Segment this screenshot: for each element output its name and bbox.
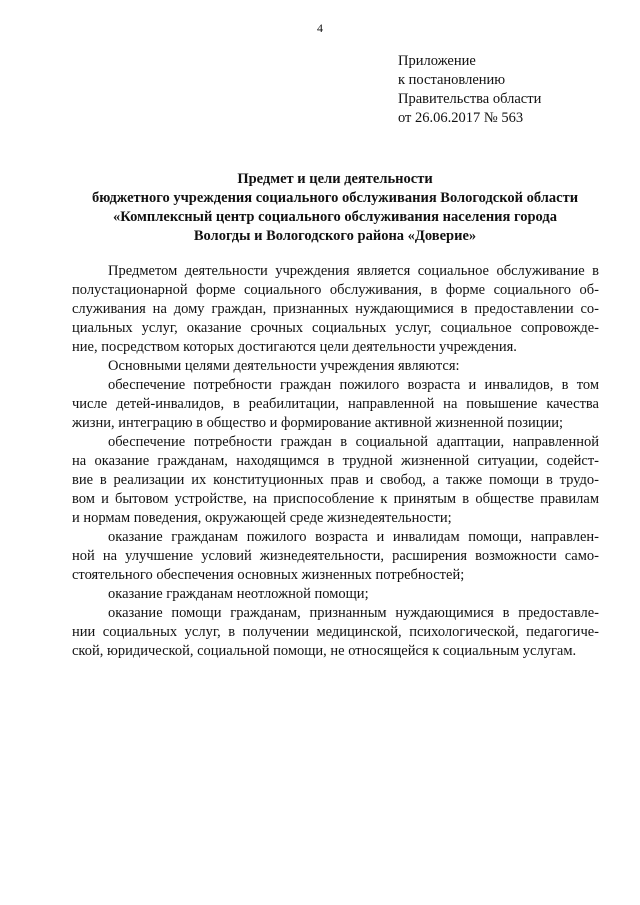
paragraph-subject <box>72 262 599 357</box>
text-line: и нормам поведения, окружающей среде жизнедеятельности; <box>72 510 452 526</box>
page-number: 4 <box>317 21 323 35</box>
title-line: Предмет и цели деятельности <box>237 171 433 187</box>
paragraph-goal-assistance <box>72 528 599 585</box>
title-line: бюджетного учреждения социального обслуживания Вологодской области <box>91 190 579 206</box>
appendix-line: Правительства области <box>398 91 542 107</box>
appendix-line: к постановлению <box>398 72 506 88</box>
text-line: стоятельного обеспечения основных жизненных потребностей; <box>72 567 465 583</box>
document-body <box>72 262 599 661</box>
paragraph-goal-help <box>72 604 599 661</box>
text-line: обеспечение потребности граждан в социальной адаптации, направленной <box>108 434 599 450</box>
text-line: оказание гражданам пожилого возраста и инвалидам помощи, направлен- <box>108 529 599 545</box>
text-line: оказание помощи гражданам, признанным нуждающимися в предоставле- <box>108 605 599 621</box>
paragraph-goal-rehabilitation <box>72 376 599 433</box>
text-line: вие в реализации их конституционных прав и свобод, а также помощи в трудо- <box>72 472 599 488</box>
text-line: ние, посредством которых достигаются цели деятельности учреждения. <box>72 339 517 355</box>
text-line: оказание гражданам неотложной помощи; <box>108 586 369 602</box>
text-line: ской, юридической, социальной помощи, не относящейся к социальным услугам. <box>72 643 577 659</box>
paragraph-goals-intro <box>72 357 599 376</box>
paragraph-goal-urgent <box>72 585 599 604</box>
text-line: полустационарной форме социального обслуживания, в форме социального об- <box>72 282 599 298</box>
title-line: «Комплексный центр социального обслуживания населения города <box>113 209 557 225</box>
appendix-line: Приложение <box>398 53 476 69</box>
text-line: числе детей-инвалидов, в реабилитации, направленной на повышение качества <box>72 396 599 412</box>
text-line: циальных услуг, оказание срочных социальных услуг, социальное сопровожде- <box>72 320 599 336</box>
appendix-note <box>398 52 541 128</box>
text-line: служивания на дому граждан, признанных нуждающимися в предоставлении со- <box>72 301 599 317</box>
appendix-line: от 26.06.2017 № 563 <box>398 110 524 126</box>
text-line: Основными целями деятельности учреждения являются: <box>108 358 460 374</box>
text-line: на оказание гражданам, находящимся в трудной жизненной ситуации, содейст- <box>72 453 599 469</box>
title-line: Вологды и Вологодского района «Доверие» <box>193 228 477 244</box>
text-line: обеспечение потребности граждан пожилого возраста и инвалидов, в том <box>108 377 599 393</box>
document-title <box>60 170 610 246</box>
text-line: жизни, интеграцию в общество и формирование активной жизненной позиции; <box>72 415 564 431</box>
text-line: нии социальных услуг, в получении медицинской, психологической, педагогиче- <box>72 624 599 640</box>
text-line: ной на улучшение условий жизнедеятельности, расширения возможности само- <box>72 548 599 564</box>
text-line: Предметом деятельности учреждения является социальное обслуживание в <box>108 263 599 279</box>
paragraph-goal-adaptation <box>72 433 599 528</box>
text-line: вом и бытовом устройстве, на приспособление к принятым в обществе правилам <box>72 491 599 507</box>
